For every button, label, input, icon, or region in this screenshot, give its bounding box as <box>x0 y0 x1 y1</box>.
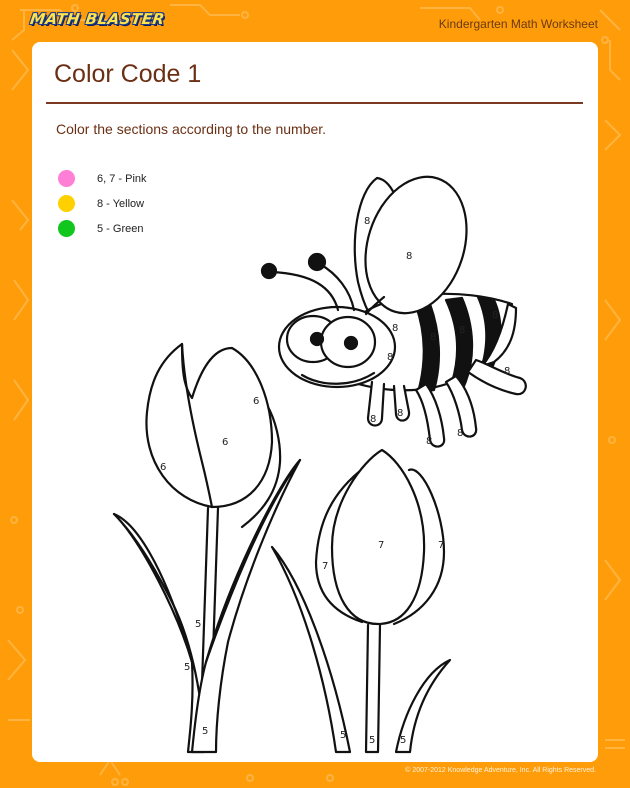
svg-text:6: 6 <box>222 437 229 448</box>
svg-text:8: 8 <box>430 332 437 343</box>
right-tulip-drawing <box>272 450 450 752</box>
svg-text:5: 5 <box>340 730 347 741</box>
svg-text:5: 5 <box>400 735 407 746</box>
svg-text:7: 7 <box>378 540 385 551</box>
svg-text:6: 6 <box>253 396 260 407</box>
instruction-text: Color the sections according to the number. <box>56 121 327 137</box>
svg-text:8: 8 <box>457 428 464 439</box>
svg-text:6: 6 <box>160 462 167 473</box>
svg-text:5: 5 <box>195 619 202 630</box>
svg-text:8: 8 <box>492 310 499 321</box>
svg-text:7: 7 <box>322 561 329 572</box>
copyright-footer: © 2007-2012 Knowledge Adventure, Inc. All Rights Reserved. <box>405 767 596 774</box>
legend-label: 8 - Yellow <box>97 197 145 210</box>
svg-text:8: 8 <box>387 352 394 363</box>
svg-text:5: 5 <box>369 735 376 746</box>
svg-text:8: 8 <box>459 325 466 336</box>
legend-label: 6, 7 - Pink <box>97 172 147 185</box>
svg-text:8: 8 <box>504 366 511 377</box>
svg-text:7: 7 <box>438 540 445 551</box>
svg-text:8: 8 <box>364 216 371 227</box>
math-blaster-logo: MATH BLASTER <box>28 10 166 28</box>
svg-text:8: 8 <box>392 323 399 334</box>
bee-drawing <box>262 164 526 447</box>
worksheet-type-label: Kindergarten Math Worksheet <box>438 17 598 31</box>
worksheet-card <box>32 42 598 762</box>
page-title: Color Code 1 <box>54 60 202 88</box>
svg-text:8: 8 <box>426 436 433 447</box>
legend-label: 5 - Green <box>97 222 144 235</box>
svg-text:5: 5 <box>184 662 191 673</box>
coloring-artwork <box>32 42 598 762</box>
svg-text:8: 8 <box>406 251 413 262</box>
svg-text:8: 8 <box>370 414 377 425</box>
svg-text:5: 5 <box>202 726 209 737</box>
svg-text:8: 8 <box>397 408 404 419</box>
